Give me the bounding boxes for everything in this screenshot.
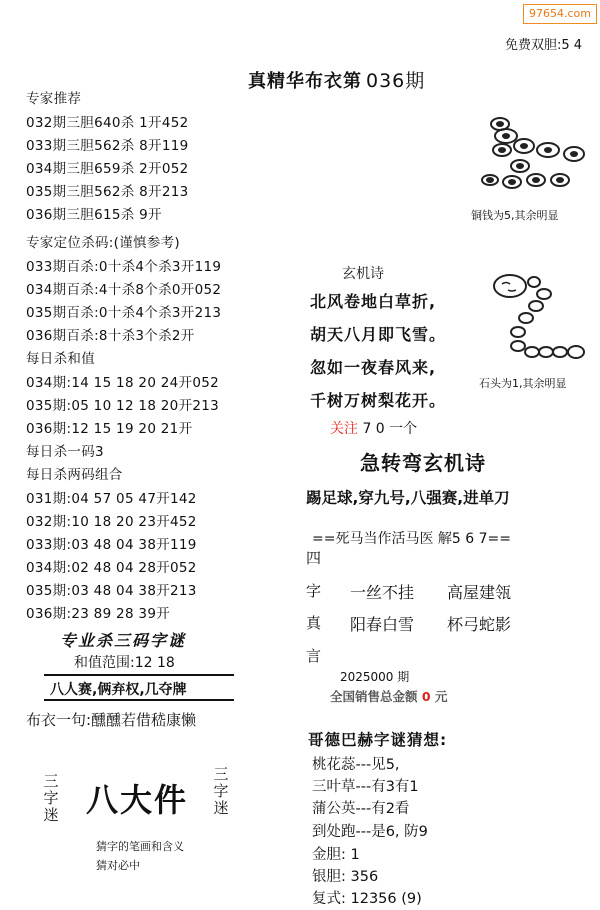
three-char-riddle-left: 三字迷 <box>43 772 59 824</box>
sum-range: 和值范围:12 18 <box>74 655 175 671</box>
truth-phrase: 高屋建瓴 <box>447 583 512 602</box>
daily-two-heading: 每日杀两码组合 <box>26 467 123 483</box>
expert-line: 035期三胆562杀 8开213 <box>26 184 189 200</box>
guess-note: 猜字的笔画和含义 <box>96 840 184 853</box>
truth-char: 字 <box>306 582 322 600</box>
expert-line: 034期三胆659杀 2开052 <box>26 161 189 177</box>
sales-label: 全国销售总金额 <box>330 689 418 704</box>
sales-total <box>330 687 447 705</box>
compound-pick: 复式: 12356 (9) <box>312 891 422 907</box>
truth-phrase: 杯弓蛇影 <box>447 615 512 634</box>
goldbach-heading: 哥德巴赫字谜猜想: <box>308 731 448 749</box>
daily-two-line: 031期:04 57 05 47开142 <box>26 491 197 507</box>
daily-two-line: 033期:03 48 04 38开119 <box>26 537 197 553</box>
sales-issue: 2025000 期 <box>340 670 410 684</box>
daily-two-line: 035期:03 48 04 38开213 <box>26 583 197 599</box>
daily-one-kill: 每日杀一码3 <box>26 444 104 460</box>
goldbach-line: 到处跑---是6, 防9 <box>312 824 428 840</box>
stone-riddle-image <box>488 272 596 368</box>
football-riddle: 踢足球,穿九号,八强赛,进单刀 <box>306 489 510 507</box>
goldbach-line: 蒲公英---有2看 <box>312 801 410 817</box>
pro-riddle-heading: 专业杀三码字谜 <box>60 631 187 650</box>
eight-people-riddle: 八人赛,俩弃权,几夺牌 <box>50 682 187 698</box>
focus-value: 7 0 一个 <box>362 421 418 437</box>
daily-two-line: 032期:10 18 20 23开452 <box>26 514 197 530</box>
dead-horse-riddle: ==死马当作活马医 解5 6 7== <box>312 531 511 547</box>
free-double-pick: 免费双胆:5 4 <box>505 38 583 53</box>
title-issue: 036期 <box>366 70 426 92</box>
gold-pick: 金胆: 1 <box>312 847 360 863</box>
expert-line: 036期三胆615杀 9开 <box>26 207 162 223</box>
daily-two-line: 034期:02 48 04 28开052 <box>26 560 197 576</box>
stone-caption: 石头为1,其余明显 <box>479 377 567 390</box>
coin-caption: 铜钱为5,其余明显 <box>471 209 559 222</box>
daily-sum-line: 035期:05 10 12 18 20开213 <box>26 398 220 414</box>
poem-line: 北风卷地白草折, <box>310 292 437 311</box>
three-char-answer: 八大件 <box>86 781 189 819</box>
focus-label: 关注 <box>330 421 358 437</box>
goldbach-line: 桃花蕊---见5, <box>312 757 400 773</box>
expert-line: 033期三胆562杀 8开119 <box>26 138 189 154</box>
position-kill-line: 033期百杀:0十杀4个杀3开119 <box>26 259 222 275</box>
truth-phrase: 一丝不挂 <box>350 583 415 602</box>
daily-sum-heading: 每日杀和值 <box>26 351 95 367</box>
goldbach-line: 三叶草---有3有1 <box>312 779 419 795</box>
truth-char: 言 <box>306 647 322 665</box>
poem-line: 胡天八月即飞雪。 <box>310 325 447 344</box>
site-watermark: 97654.com <box>523 4 597 24</box>
truth-char: 四 <box>306 549 322 567</box>
daily-sum-line: 036期:12 15 19 20 21开 <box>26 421 193 437</box>
truth-phrase: 阳春白雪 <box>350 615 415 634</box>
position-kill-line: 034期百杀:4十杀8个杀0开052 <box>26 282 222 298</box>
divider <box>44 699 234 701</box>
divider <box>44 674 234 676</box>
sales-unit: 元 <box>434 689 448 704</box>
daily-two-line: 036期:23 89 28 39开 <box>26 606 171 622</box>
three-char-riddle-right: 三字迷 <box>213 765 229 817</box>
sharp-turn-heading: 急转弯玄机诗 <box>360 451 486 475</box>
title-main: 真精华布衣第 <box>248 71 362 92</box>
page-title <box>248 66 425 93</box>
expert-heading: 专家推荐 <box>26 91 82 107</box>
position-kill-line: 035期百杀:0十杀4个杀3开213 <box>26 305 222 321</box>
poem-line: 忽如一夜春风来, <box>310 358 437 377</box>
guess-note: 猜对必中 <box>96 859 140 872</box>
expert-line: 032期三胆640杀 1开452 <box>26 115 189 131</box>
truth-char: 真 <box>306 614 322 632</box>
position-kill-heading: 专家定位杀码:(谨慎参考) <box>26 235 180 251</box>
coin-riddle-image <box>478 110 598 192</box>
poem-line: 千树万树梨花开。 <box>310 391 447 410</box>
position-kill-line: 036期百杀:8十杀3个杀2开 <box>26 328 195 344</box>
sales-amount: 0 <box>421 689 431 704</box>
poem-title: 玄机诗 <box>342 266 384 282</box>
daily-sum-line: 034期:14 15 18 20 24开052 <box>26 375 220 391</box>
silver-pick: 银胆: 356 <box>312 869 379 885</box>
focus-note <box>330 418 417 438</box>
buyi-sentence: 布衣一句:醺醺若借嵇康懒 <box>26 711 197 729</box>
